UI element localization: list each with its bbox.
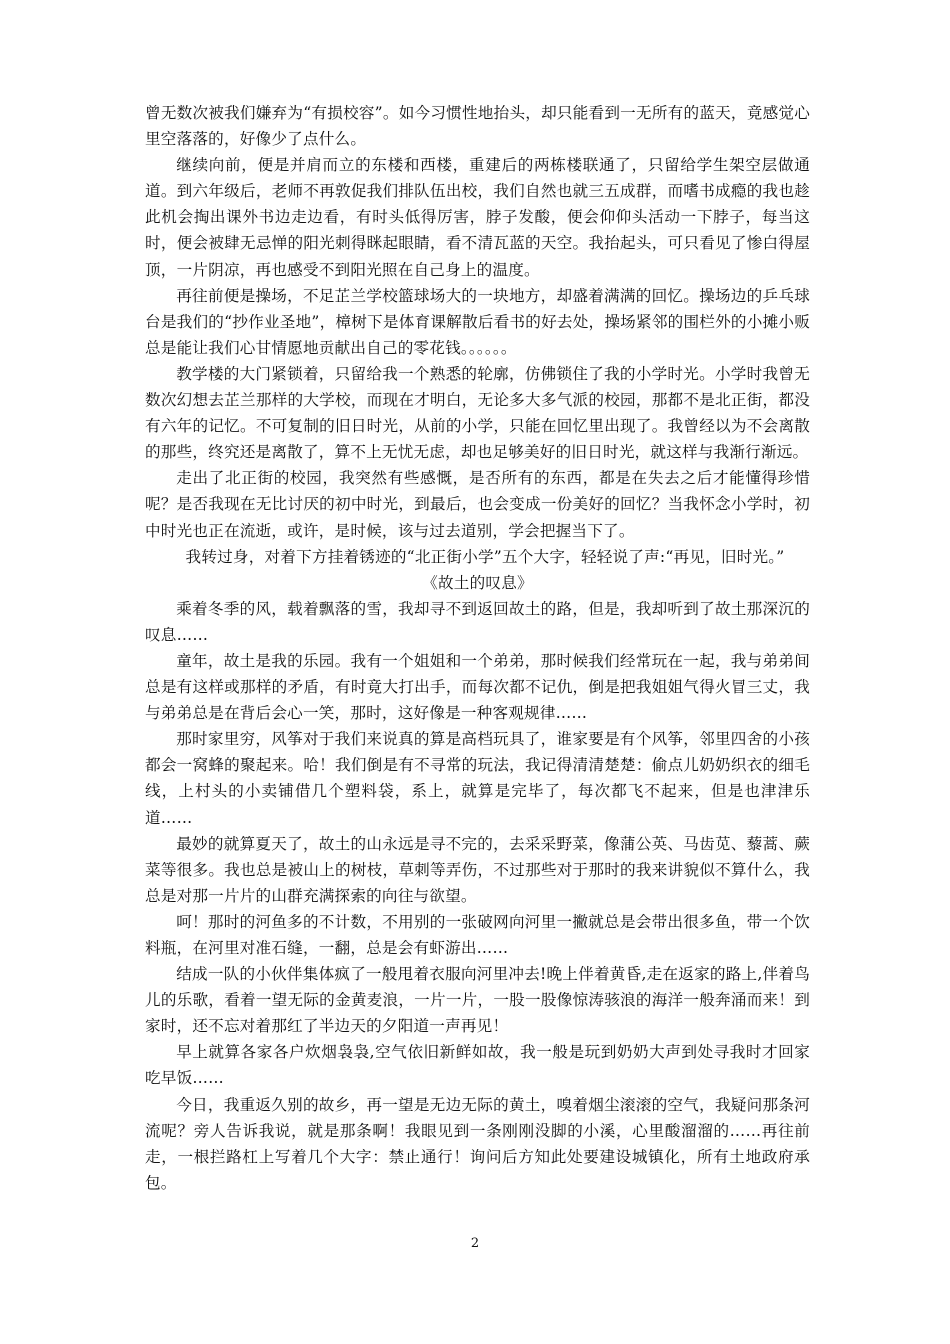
paragraph: 今日，我重返久别的故乡，再一望是无边无际的黄土，嗅着烟尘滚滚的空气，我疑问那条河流呢？旁人告诉我说，就是那条啊！我眼见到一条刚刚没脚的小溪，心里酸溜溜的……再往前走，一根拦路杠上写着几个大字：禁止通行！询问后方知此处要建设城镇化，所有土地政府承包。 — [145, 1095, 810, 1192]
essay-title: 《故土的叹息》 — [422, 573, 533, 592]
paragraph: 我转过身，对着下方挂着锈迹的“北正街小学”五个大字，轻轻说了声:“再见，旧时光。” — [185, 547, 785, 566]
page-number: 2 — [470, 1236, 480, 1251]
paragraph: 结成一队的小伙伴集体疯了一般甩着衣服向河里冲去!晚上伴着黄昏,走在返家的路上,伴着鸟儿的乐歌，看着一望无际的金黄麦浪，一片一片，一股一股像惊涛骇浪的海洋一般奔涌而来！到家时，还不忘对着那红了半边天的夕阳道一声再见！ — [145, 965, 810, 1036]
paragraph: 走出了北正街的校园，我突然有些感慨，是否所有的东西，都是在失去之后才能懂得珍惜呢？是否我现在无比讨厌的初中时光，到最后，也会变成一份美好的回忆？当我怀念小学时，初中时光也正在流逝，或许，是时候，该与过去道别，学会把握当下了。 — [145, 469, 810, 540]
paragraph: 那时家里穷，风筝对于我们来说真的算是高档玩具了，谁家要是有个风筝，邻里四舍的小孩都会一窝蜂的聚起来。哈！我们倒是有不寻常的玩法，我记得清清楚楚：偷点儿奶奶织衣的细毛线，上村头的小卖铺借几个塑料袋，系上，就算是完毕了，每次都飞不起来，但是也津津乐道…… — [145, 730, 810, 827]
paragraph: 童年，故土是我的乐园。我有一个姐姐和一个弟弟，那时候我们经常玩在一起，我与弟弟间总是有这样或那样的矛盾，有时竟大打出手，而每次都不记仇，倒是把我姐姐气得火冒三丈，我与弟弟总是在背后会心一笑，那时，这好像是一种客观规律…… — [145, 651, 810, 723]
paragraph: 再往前便是操场，不足芷兰学校篮球场大的一块地方，却盛着满满的回忆。操场边的乒乓球台是我们的“抄作业圣地”，樟树下是体育课解散后看书的好去处，操场紧邻的围栏外的小摊小贩总是能让我们心甘情愿地贡献出自己的零花钱。。。。。。 — [145, 286, 810, 357]
paragraph: 继续向前，便是并肩而立的东楼和西楼，重建后的两栋楼联通了，只留给学生架空层做通道。到六年级后，老师不再敦促我们排队伍出校，我们自然也就三五成群，而嗜书成瘾的我也趁此机会掏出课外书边走边看，有时头低得厉害，脖子发酸，便会仰仰头活动一下脖子，每当这时，便会被肆无忌惮的阳光刺得眯起眼睛，看不清瓦蓝的天空。我抬起头，可只看见了惨白得屋顶，一片阴凉，再也感受不到阳光照在自己身上的温度。 — [145, 156, 810, 279]
paragraph: 乘着冬季的风，载着飘落的雪，我却寻不到返回故土的路，但是，我却听到了故土那深沉的叹息…… — [145, 599, 810, 644]
paragraph: 曾无数次被我们嫌弃为“有损校容”。如今习惯性地抬头，却只能看到一无所有的蓝天，竟感觉心里空落落的，好像少了点什么。 — [145, 104, 810, 149]
paragraph: 早上就算各家各户炊烟袅袅,空气依旧新鲜如故，我一般是玩到奶奶大声到处寻我时才回家吃早饭…… — [145, 1043, 810, 1088]
paragraph: 最妙的就算夏天了，故土的山永远是寻不完的，去采采野菜，像蒲公英、马齿苋、藜蒿、蕨菜等很多。我也总是被山上的树枝，草刺等弄伤，不过那些对于那时的我来讲貌似不算什么，我总是对那一片片的山群充满探索的向往与欲望。 — [145, 834, 810, 905]
paragraph: 呵！那时的河鱼多的不计数，不用别的一张破网向河里一撇就总是会带出很多鱼，带一个饮料瓶，在河里对准石缝，一翻，总是会有虾游出…… — [145, 912, 810, 957]
body-text — [145, 100, 810, 1196]
paragraph: 教学楼的大门紧锁着，只留给我一个熟悉的轮廓，仿佛锁住了我的小学时光。小学时我曾无数次幻想去芷兰那样的大学校，而现在才明白，无论多大多气派的校园，那都不是北正街，都没有六年的记忆。不可复制的旧日时光，从前的小学，只能在回忆里出现了。我曾经以为不会离散的那些，终究还是离散了，算不上无忧无虑，却也足够美好的旧日时光，就这样与我渐行渐远。 — [145, 364, 810, 462]
